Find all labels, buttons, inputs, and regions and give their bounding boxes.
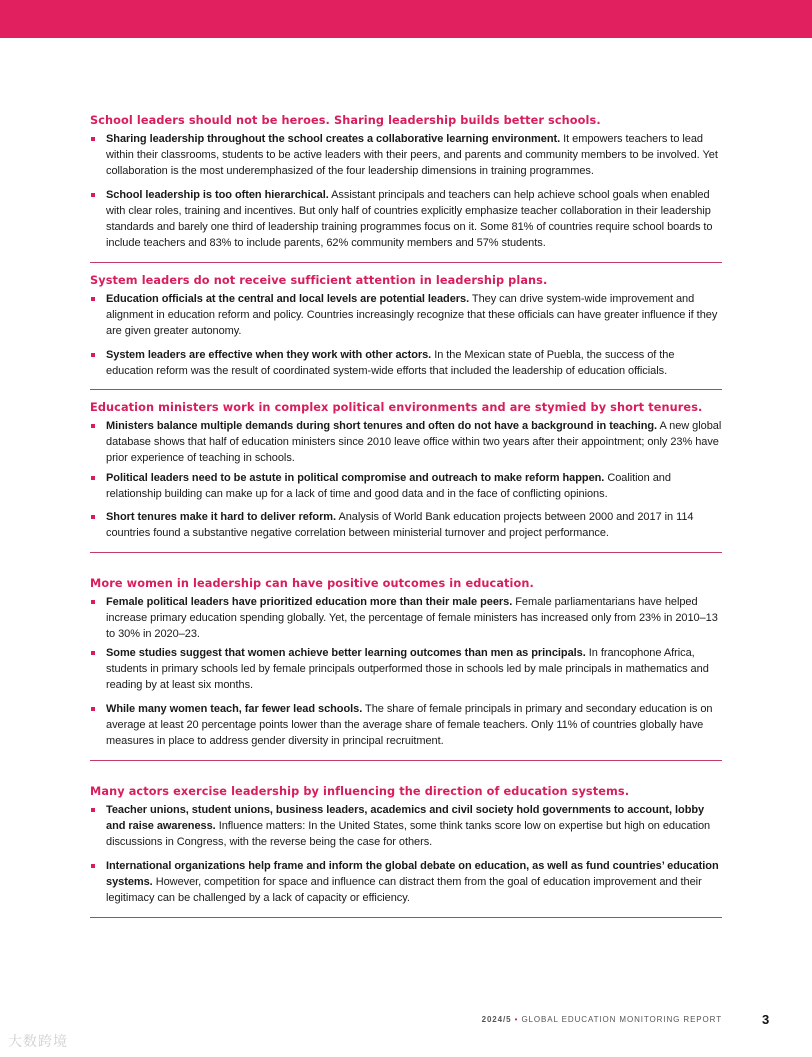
- item-lead: Political leaders need to be astute in political compromise and outreach to make reform happen.: [106, 472, 605, 484]
- item-body: Assistant principals and teachers can help achieve school goals when enabled with clear roles, training and incentives. But only half of countries explicitly emphasize teacher collaboration in their leadership standards and barely one third of leadership training programmes focus on it. Some 81% of countries require school boards to include teachers and 83% to include parents, 62% community members and 57% students.: [106, 189, 713, 249]
- list-item: [90, 858, 722, 906]
- section-shared-leadership: [90, 114, 722, 263]
- item-lead: Education officials at the central and local levels are potential leaders.: [106, 293, 470, 305]
- section-heading: System leaders do not receive sufficient attention in leadership plans.: [90, 274, 548, 287]
- footer-year: 2024/5: [481, 1015, 512, 1024]
- item-body: They can drive system-wide improvement and alignment in education reform and policy. Countries increasingly recognize that these officials can have greater influence if they are given greater autonomy.: [106, 293, 718, 337]
- section-system-leaders: [90, 274, 722, 390]
- list-item: [90, 131, 722, 179]
- item-lead: Female political leaders have prioritized education more than their male peers.: [106, 596, 513, 608]
- footer-report-title: GLOBAL EDUCATION MONITORING REPORT: [521, 1015, 722, 1024]
- page-number: 3: [762, 1012, 770, 1027]
- item-lead: Sharing leadership throughout the school creates a collaborative learning environment.: [106, 133, 561, 145]
- section-influencing-actors: [90, 785, 722, 918]
- bullet-list: [90, 594, 722, 749]
- item-body: A new global database shows that half of education ministers since 2010 leave office within two years after their appointment; only 23% have prior experience of teaching in schools.: [106, 420, 722, 464]
- list-item: [90, 594, 722, 642]
- list-item: [90, 802, 722, 850]
- item-lead: Short tenures make it hard to deliver reform.: [106, 511, 337, 523]
- list-item: [90, 645, 722, 693]
- item-lead: Some studies suggest that women achieve better learning outcomes than men as principals.: [106, 647, 586, 659]
- item-body: It empowers teachers to lead within their classrooms, students to be active leaders with their peers, and parents and community members to be involved. Yet collaboration is the most underemphasized of the four leadership dimensions in training programmes.: [106, 133, 718, 177]
- running-footer: [300, 1015, 722, 1024]
- item-body: The share of female principals in primary and secondary education is on average at least 20 percentage points lower than the average share of female teachers. Only 11% of countries globally have measures in place to address gender diversity in principal recruitment.: [106, 703, 713, 747]
- list-item: [90, 291, 722, 339]
- list-item: [90, 470, 722, 502]
- list-item: [90, 347, 722, 379]
- item-body: However, competition for space and influence can distract them from the goal of education improvement and their legitimacy can be challenged by a lack of capacity or efficiency.: [106, 876, 702, 904]
- top-color-band: [0, 0, 812, 38]
- item-lead: While many women teach, far fewer lead schools.: [106, 703, 363, 715]
- section-heading: More women in leadership can have positive outcomes in education.: [90, 577, 534, 590]
- section-heading: Many actors exercise leadership by influencing the direction of education systems.: [90, 785, 630, 798]
- watermark: 大数跨境: [8, 1034, 68, 1050]
- item-lead: Ministers balance multiple demands during short tenures and often do not have a background in teaching.: [106, 420, 658, 432]
- item-body: Influence matters: In the United States, some think tanks score low on expertise but high on education discussions in Congress, with the reverse being the case for others.: [106, 820, 711, 848]
- bullet-list: [90, 802, 722, 906]
- section-women-leadership: [90, 577, 722, 761]
- bullet-list: [90, 418, 722, 541]
- item-body: Analysis of World Bank education projects between 2000 and 2017 in 114 countries found a substantive negative correlation between ministerial turnover and project performance.: [106, 511, 694, 539]
- bullet-list: [90, 291, 722, 379]
- section-education-ministers: [90, 401, 722, 553]
- footer-separator: •: [514, 1015, 519, 1024]
- item-body: In the Mexican state of Puebla, the success of the education reform was the result of coordinated system-wide efforts that included the leadership of education officials.: [106, 349, 675, 377]
- list-item: [90, 701, 722, 749]
- item-body: Female parliamentarians have helped increase primary education spending globally. Yet, the percentage of female ministers has increased only from 23% in 2010–13 to 30% in 2020–23.: [106, 596, 718, 640]
- item-lead: System leaders are effective when they work with other actors.: [106, 349, 432, 361]
- list-item: [90, 418, 722, 466]
- list-item: [90, 509, 722, 541]
- item-lead: School leadership is too often hierarchical.: [106, 189, 329, 201]
- item-body: Coalition and relationship building can make up for a lack of time and good data and in the face of conflicting opinions.: [106, 472, 671, 500]
- item-lead: International organizations help frame and inform the global debate on education, as well as fund countries’ education systems.: [106, 860, 719, 888]
- list-item: [90, 187, 722, 251]
- item-body: In francophone Africa, students in primary schools led by female principals outperformed those in schools led by male principals in mathematics and reading by at least six months.: [106, 647, 709, 691]
- page-content: [90, 114, 722, 918]
- section-heading: School leaders should not be heroes. Sharing leadership builds better schools.: [90, 114, 601, 127]
- bullet-list: [90, 131, 722, 251]
- item-lead: Teacher unions, student unions, business leaders, academics and civil society hold governments to account, lobby and raise awareness.: [106, 804, 705, 832]
- section-heading: Education ministers work in complex political environments and are stymied by short tenures.: [90, 401, 703, 414]
